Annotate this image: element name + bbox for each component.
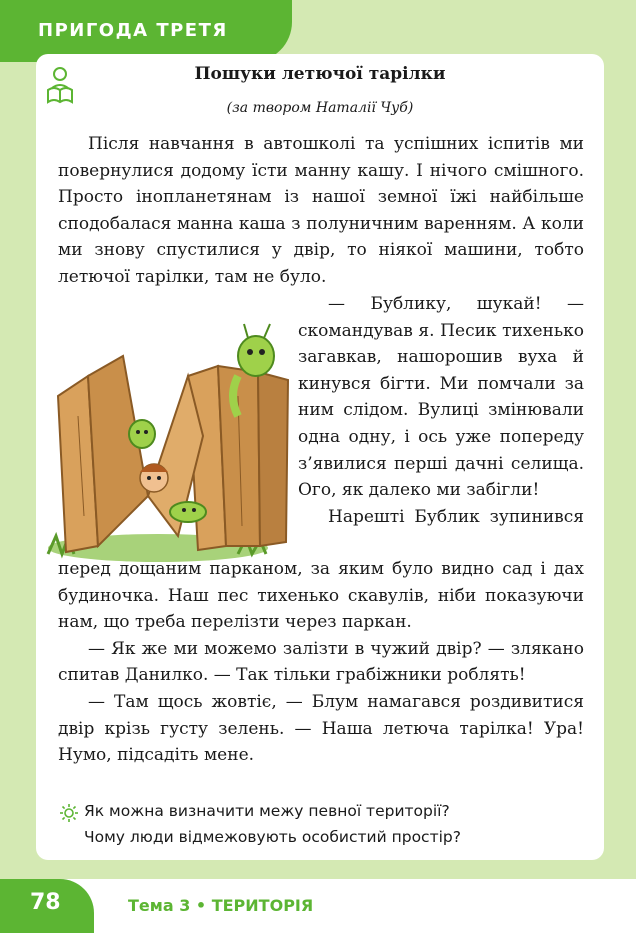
section-title: ПРИГОДА ТРЕТЯ: [38, 20, 228, 41]
fence-aliens-illustration: [38, 316, 294, 566]
paragraph-2-text: — Бублику, шукай! — скомандував я. Песик тихенько загавкав, нашорошив вуха й кинувся бігти. Ми помчали за ним слідом. Вулиці змінювали одна одну, і ось уже попереду з’явилися перші дачні селища. Ого, як далеко ми забігли!: [298, 294, 584, 501]
paragraph-1: [58, 131, 584, 291]
discussion-questions: [84, 798, 584, 850]
paragraph-4-text: — Як же ми можемо залізти в чужий двір? — злякано спитав Данилко. — Так тільки грабіжники роблять!: [58, 638, 584, 686]
reading-person-icon: [46, 66, 74, 106]
paragraph-3-start: Нарешті Бублик зупинився: [328, 506, 584, 527]
paragraph-5-text: — Там щось жовтіє, — Блум намагався роздивитися двір крізь густу зелень. — Наша летюча тарілка! Ура! Нумо, підсадіть мене.: [58, 691, 584, 766]
sun-question-icon: [60, 804, 78, 822]
paragraph-1-text: Після навчання в автошколі та успішних іспитів ми повернулися додому їсти манну кашу. І нічого смішного. Просто інопланетянам із нашої земної їжі найбільше сподобалася манна каша з полуничним варенням. А коли ми знову спустилися у двір, то ніякої машини, тобто летючої тарілки, там не було.: [58, 134, 584, 287]
footer-bar: [0, 879, 636, 933]
question-line-2: Чому люди відмежовують особистий простір?: [84, 828, 461, 846]
theme-label: Тема 3 • ТЕРИТОРІЯ: [128, 896, 314, 915]
paragraph-3-rest: [58, 556, 584, 769]
story-attribution: (за твором Наталії Чуб): [226, 100, 414, 116]
paragraph-3-rest-text: перед дощаним парканом, за яким було видно сад і дах будиночка. Наш пес тихенько скавулів, ніби показуючи нам, що треба перелізти через паркан.: [58, 559, 584, 633]
question-line-1: Як можна визначити межу певної території?: [84, 802, 450, 820]
page-number: 78: [30, 890, 61, 915]
story-title: Пошуки летючої тарілки: [194, 64, 446, 84]
paragraph-2: [298, 291, 584, 530]
